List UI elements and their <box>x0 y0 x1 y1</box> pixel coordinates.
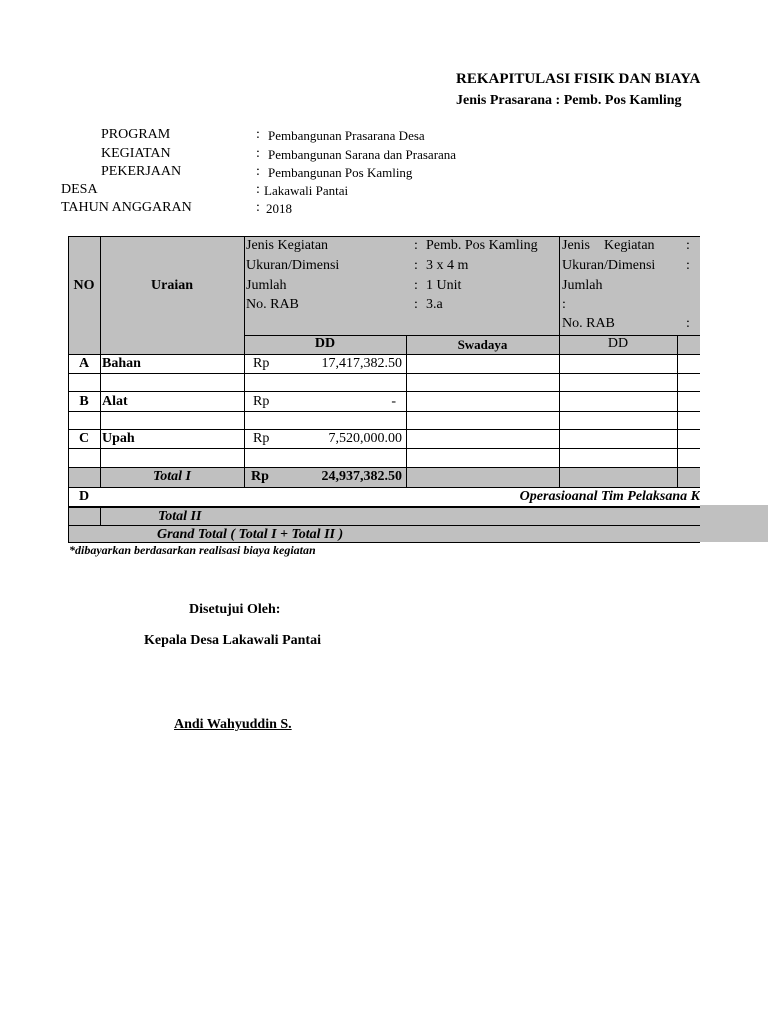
table-rule <box>68 448 700 449</box>
row-amount: - <box>391 394 396 409</box>
table-rule <box>406 335 407 487</box>
kegiatan1-sep: : <box>414 278 418 293</box>
table-rule <box>68 236 700 237</box>
info-sep-program: : <box>256 127 260 142</box>
info-value-program: Pembangunan Prasarana Desa <box>268 128 425 143</box>
info-sep-tahun: : <box>256 200 260 215</box>
kegiatan2-label: Ukuran/Dimensi <box>562 258 656 273</box>
kegiatan1-label: Jenis Kegiatan <box>246 238 329 253</box>
kegiatan1-label: Ukuran/Dimensi <box>246 258 340 273</box>
row-no: A <box>78 356 90 371</box>
info-value-tahun: 2018 <box>266 201 292 216</box>
table-rule <box>68 411 700 412</box>
approver-name: Andi Wahyuddin S. <box>174 717 292 732</box>
document-title: REKAPITULASI FISIK DAN BIAYA <box>456 71 701 87</box>
kegiatan2-sep: : <box>686 316 690 331</box>
overflow-gray-block <box>700 505 768 542</box>
row-rp: Rp <box>253 394 270 409</box>
kegiatan1-value: 3 x 4 m <box>426 258 469 273</box>
info-sep-desa: : <box>256 182 260 197</box>
kegiatan1-label: No. RAB <box>246 297 299 312</box>
info-label-tahun: TAHUN ANGGARAN <box>61 200 192 215</box>
table-rule <box>100 507 101 526</box>
kegiatan2-sep: : <box>686 238 690 253</box>
approval-label: Disetujui Oleh: <box>189 602 281 617</box>
kegiatan1-value: Pemb. Pos Kamling <box>426 238 538 253</box>
col-header-uraian: Uraian <box>151 278 193 293</box>
info-label-kegiatan: KEGIATAN <box>101 146 171 161</box>
table-rule <box>68 525 700 526</box>
row-no: C <box>78 431 90 446</box>
table-rule <box>244 236 245 487</box>
row-no: B <box>79 394 89 409</box>
info-value-pekerjaan: Pembangunan Pos Kamling <box>268 165 413 180</box>
table-rule <box>68 373 700 374</box>
table-rule <box>68 506 700 508</box>
table-rule <box>68 487 700 488</box>
kegiatan2-label: No. RAB <box>562 316 615 331</box>
kegiatan1-sep: : <box>414 297 418 312</box>
document-subtitle: Jenis Prasarana : Pemb. Pos Kamling <box>456 93 682 108</box>
row-rp: Rp <box>253 356 270 371</box>
footnote: *dibayarkan berdasarkan realisasi biaya kegiatan <box>69 543 316 557</box>
kegiatan2-label: Jumlah <box>562 278 603 293</box>
row-name: Bahan <box>102 356 141 371</box>
kegiatan2-label: : <box>562 297 566 312</box>
kegiatan2-label: Jenis Kegiatan <box>562 238 655 253</box>
subheader-dd2: DD <box>607 336 629 351</box>
info-label-desa: DESA <box>61 182 98 197</box>
table-rule <box>100 236 101 487</box>
row-d-text: Operasioanal Tim Pelaksana K <box>519 489 700 504</box>
subheader-swadaya: Swadaya <box>457 337 508 352</box>
col-header-no: NO <box>73 278 95 293</box>
info-sep-kegiatan: : <box>256 146 260 161</box>
kegiatan1-value: 1 Unit <box>426 278 462 293</box>
kegiatan1-label: Jumlah <box>246 278 287 293</box>
info-label-pekerjaan: PEKERJAAN <box>101 164 182 179</box>
table-rule <box>677 335 678 487</box>
kegiatan2-sep: : <box>686 258 690 273</box>
total2-label: Total II <box>158 509 202 524</box>
approval-position: Kepala Desa Lakawali Pantai <box>144 633 321 648</box>
row-amount: 17,417,382.50 <box>321 356 402 371</box>
info-value-kegiatan: Pembangunan Sarana dan Prasarana <box>268 147 457 162</box>
row-rp: Rp <box>253 431 270 446</box>
info-label-program: PROGRAM <box>101 127 171 142</box>
total1-rp: Rp <box>251 469 269 484</box>
kegiatan1-sep: : <box>414 258 418 273</box>
kegiatan1-value: 3.a <box>426 297 443 312</box>
grand-total-label: Grand Total ( Total I + Total II ) <box>157 527 344 542</box>
total1-amount: 24,937,382.50 <box>321 469 402 484</box>
table-rule <box>68 354 700 355</box>
table-rule <box>68 391 700 392</box>
kegiatan1-sep: : <box>414 238 418 253</box>
row-name: Upah <box>102 431 135 446</box>
row-name: Alat <box>102 394 128 409</box>
row-amount: 7,520,000.00 <box>328 431 402 446</box>
info-value-desa: Lakawali Pantai <box>264 183 349 198</box>
subheader-dd: DD <box>314 336 336 351</box>
row-d-no: D <box>78 489 90 504</box>
total1-label: Total I <box>153 469 191 484</box>
info-sep-pekerjaan: : <box>256 164 260 179</box>
table-rule <box>559 236 560 487</box>
table-rule <box>68 467 700 468</box>
table-rule <box>68 429 700 430</box>
